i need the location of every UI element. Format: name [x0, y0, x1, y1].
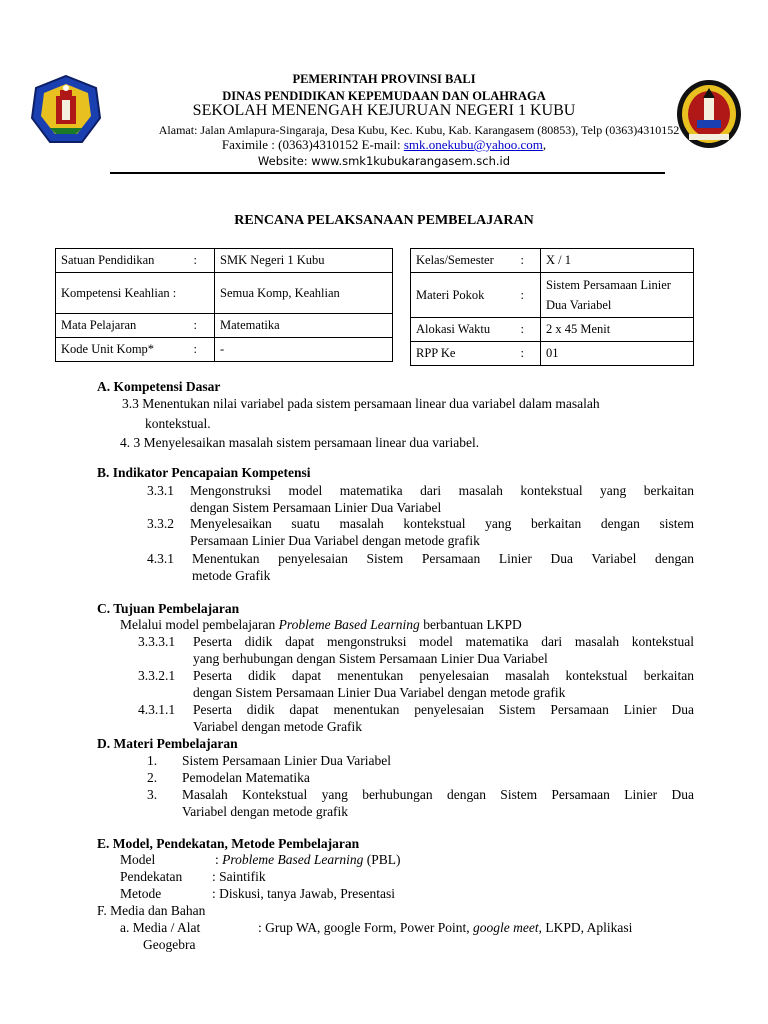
section-a-heading: A. Kompetensi Dasar: [97, 379, 221, 394]
section-d-item-line2: Variabel dengan metode grafik: [182, 804, 349, 819]
section-d-item-text: Sistem Persamaan Linier Dua Variabel: [182, 753, 391, 768]
section-b-item-line: Mengonstruksi model matematika dari masalah kontekstual yang berkaitan: [190, 483, 694, 498]
table-value: Semua Komp, Keahlian: [215, 273, 393, 314]
table-colon: :: [516, 318, 541, 342]
table-row: [411, 342, 694, 366]
pendekatan-label: Pendekatan: [120, 869, 183, 884]
section-b-item-text: [192, 551, 694, 568]
section-c-item-line: Peserta didik dapat menentukan penyelesaian masalah kontekstual berkaitan: [193, 668, 694, 683]
table-value: 01: [541, 342, 694, 366]
section-c-intro-pre: Melalui model pembelajaran: [120, 617, 279, 632]
fax-suffix: ,: [542, 137, 547, 152]
table-colon: :: [516, 249, 541, 273]
section-b-item-line2: metode Grafik: [192, 568, 271, 583]
metode-value: : Diskusi, tanya Jawab, Presentasi: [212, 886, 395, 901]
section-c-item-text: [193, 668, 694, 685]
left-info-table: [55, 248, 393, 362]
section-f-heading: F. Media dan Bahan: [97, 903, 206, 918]
table-colon: :: [516, 342, 541, 366]
section-d-item-text: [182, 787, 694, 804]
table-row: [56, 273, 393, 314]
table-row: [411, 273, 694, 318]
header-website: Website: www.smk1kubukarangasem.sch.id: [257, 154, 511, 168]
table-label: Satuan Pendidikan: [56, 249, 189, 273]
section-c-item-line2: dengan Sistem Persamaan Linier Dua Variabel dengan metode grafik: [193, 685, 566, 700]
table-row: [411, 318, 694, 342]
header-government: PEMERINTAH PROVINSI BALI: [292, 72, 476, 86]
section-c-item-text: [193, 634, 694, 651]
model-post: (PBL): [363, 852, 401, 867]
table-value: X / 1: [541, 249, 694, 273]
section-b-item-text: [190, 483, 694, 500]
table-colon: :: [189, 314, 215, 338]
section-c-item-num: 3.3.2.1: [138, 668, 176, 683]
model-italic: Probleme Based Learning: [222, 852, 364, 867]
table-label: Alokasi Waktu: [411, 318, 516, 342]
table-label: Mata Pelajaran: [56, 314, 189, 338]
table-colon: :: [516, 273, 541, 318]
section-c-heading: C. Tujuan Pembelajaran: [97, 601, 240, 616]
media-line2: Geogebra: [143, 937, 196, 952]
section-b-item-num: 3.3.2: [147, 516, 174, 531]
table-value: SMK Negeri 1 Kubu: [215, 249, 393, 273]
metode-label: Metode: [120, 886, 162, 901]
table-label: Kode Unit Komp*: [56, 338, 189, 362]
media-value-post: , LKPD, Aplikasi: [538, 920, 633, 935]
section-d-item-text: Pemodelan Matematika: [182, 770, 310, 785]
section-d-item-line: Masalah Kontekstual yang berhubungan dengan Sistem Persamaan Linier Dua: [182, 787, 694, 802]
table-row: [56, 249, 393, 273]
media-value-italic: google meet: [473, 920, 539, 935]
header-school-name: SEKOLAH MENENGAH KEJURUAN NEGERI 1 KUBU: [192, 102, 576, 119]
section-b-item-num: 4.3.1: [147, 551, 174, 566]
section-c-item-num: 4.3.1.1: [138, 702, 176, 717]
section-c-item-text: [193, 702, 694, 719]
model-value: [215, 852, 401, 869]
section-c-item-line: Peserta didik dapat menentukan penyelesaian Sistem Persamaan Linier Dua: [193, 702, 694, 717]
section-c-intro-italic: Probleme Based Learning: [278, 617, 420, 632]
section-a-item-1-cont: kontekstual.: [145, 416, 211, 431]
section-b-item-num: 3.3.1: [147, 483, 174, 498]
section-c-item-num: 3.3.3.1: [138, 634, 176, 649]
table-label: RPP Ke: [411, 342, 516, 366]
table-value: Sistem Persamaan Linier Dua Variabel: [541, 273, 694, 318]
fax-text: Faximile : (0363)4310152 E-mail:: [221, 137, 404, 152]
media-label: a. Media / Alat: [120, 920, 201, 935]
section-b-heading: B. Indikator Pencapaian Kompetensi: [97, 465, 311, 480]
section-b-item-text: [190, 516, 694, 533]
document-title: RENCANA PELAKSANAAN PEMBELAJARAN: [234, 213, 534, 228]
email-link[interactable]: smk.onekubu@yahoo.com: [403, 137, 543, 152]
table-label: Kelas/Semester: [411, 249, 516, 273]
table-value: Matematika: [215, 314, 393, 338]
model-label: Model: [120, 852, 156, 867]
header-divider: [110, 172, 665, 174]
section-c-intro: [120, 617, 522, 634]
table-colon: [189, 273, 215, 314]
media-value-pre: : Grup WA, google Form, Power Point,: [258, 920, 473, 935]
header-department: DINAS PENDIDIKAN KEPEMUDAAN DAN OLAHRAGA: [222, 89, 546, 103]
section-d-item-num: 2.: [147, 770, 158, 785]
table-label: Materi Pokok: [411, 273, 516, 318]
section-d-item-num: 1.: [147, 753, 158, 768]
table-value: -: [215, 338, 393, 362]
header-address: Alamat: Jalan Amlapura-Singaraja, Desa Kubu, Kec. Kubu, Kab. Karangasem (80853), Telp (0363)4310152: [158, 123, 680, 137]
pendekatan-value: : Saintifik: [212, 869, 266, 884]
section-a-item-2: 4. 3 Menyelesaikan masalah sistem persamaan linear dua variabel.: [120, 435, 480, 450]
section-b-item-line: Menentukan penyelesaian Sistem Persamaan Linier Dua Variabel dengan: [192, 551, 694, 566]
table-row: [411, 249, 694, 273]
table-row: [56, 338, 393, 362]
table-value: 2 x 45 Menit: [541, 318, 694, 342]
section-b-item-line2: dengan Sistem Persamaan Linier Dua Variabel: [190, 500, 442, 515]
table-row: [56, 314, 393, 338]
section-c-item-line2: Variabel dengan metode Grafik: [193, 719, 363, 734]
media-value: [258, 920, 632, 937]
header-contact: [0, 137, 768, 153]
table-colon: :: [189, 338, 215, 362]
section-d-heading: D. Materi Pembelajaran: [97, 736, 238, 751]
table-label: Kompetensi Keahlian :: [56, 273, 189, 314]
table-colon: :: [189, 249, 215, 273]
section-d-item-num: 3.: [147, 787, 158, 802]
section-c-item-line: Peserta didik dapat mengonstruksi model matematika dari masalah kontekstual: [193, 634, 694, 649]
section-e-heading: E. Model, Pendekatan, Metode Pembelajaran: [97, 836, 360, 851]
section-c-intro-post: berbantuan LKPD: [419, 617, 522, 632]
section-a-item-1: 3.3 Menentukan nilai variabel pada sistem persamaan linear dua variabel dalam masalah: [122, 396, 600, 411]
right-info-table: [410, 248, 694, 366]
section-b-item-line2: Persamaan Linier Dua Variabel dengan metode grafik: [190, 533, 480, 548]
section-c-item-line2: yang berhubungan dengan Sistem Persamaan Linier Dua Variabel: [193, 651, 548, 666]
model-colon: :: [215, 852, 223, 867]
section-b-item-line: Menyelesaikan suatu masalah kontekstual yang berkaitan dengan sistem: [190, 516, 694, 531]
